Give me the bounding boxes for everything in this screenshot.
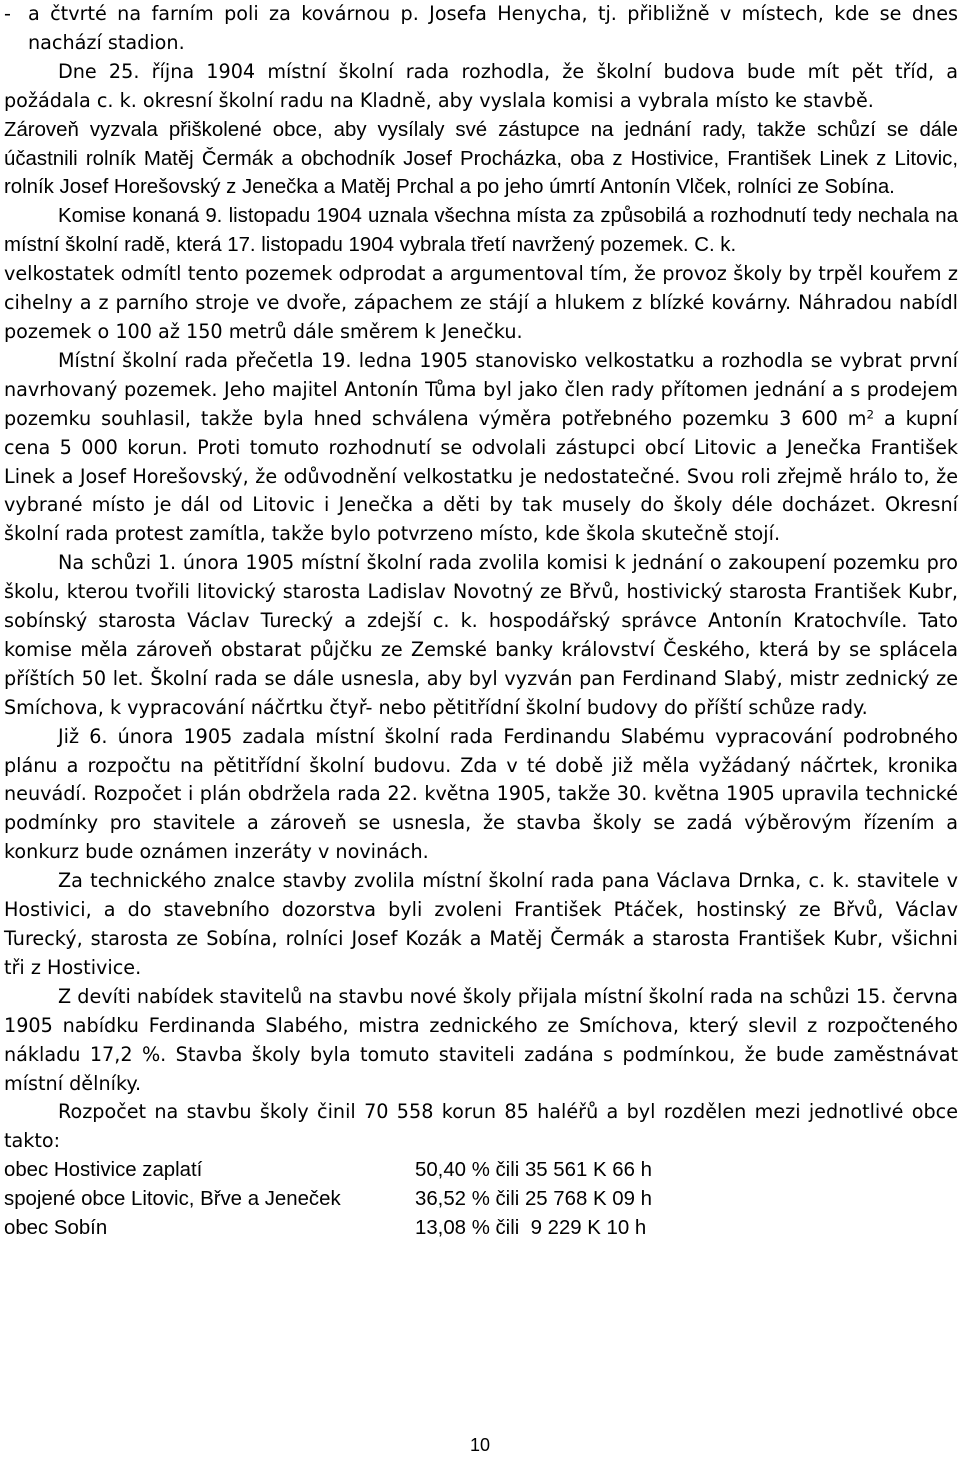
municipality-name: obec Sobín [4,1217,108,1240]
share-amount: 13,08 % čili 9 229 K 10 h [415,1217,647,1240]
paragraph-6: Za technického znalce stavby zvolila místní školní rada pana Václava Drnka, c. k. stavitele v Hostivici, a do stavebního dozorstva byli zvoleni František Ptáček, hostinský ze Břvů, Václav Turecký, starosta ze Sobína, rolníci Josef Kozák a Matěj Čermák a starosta František Kubr, všichni tři z Hostivice. [4,869,958,979]
paragraph-3-text: Místní školní rada přečetla 19. ledna 1905 stanovisko velkostatku a rozhodla se vybrat první navrhovaný pozemek. Jeho majitel Antonín Tůma byl jako člen rady přítomen jednání a s prodejem pozemku souhlasil, takže byla hned schválena výměra potřebného pozemku 3 600 m [4,348,958,430]
list-item-text: a čtvrté na farním poli za kovárnou p. Josefa Henycha, tj. přibližně v místech, kde se dnes nachází stadion. [28,2,958,54]
cost-share-row [4,1156,958,1185]
municipality-name: obec Hostivice zaplatí [4,1159,203,1182]
municipality-name: spojené obce Litovic, Břve a Jeneček [4,1188,341,1211]
share-amount: 50,40 % čili 35 561 K 66 h [415,1159,652,1182]
paragraph-7: Z devíti nabídek stavitelů na stavbu nové školy přijala místní školní rada na schůzi 15. června 1905 nabídku Ferdinanda Slabého, mistra zednického ze Smíchova, který slevil z rozpočteného nákladu 17,2 %. Stavba školy byla tomuto staviteli zadána s podmínkou, že bude zaměstnávat místní dělníky. [4,984,958,1095]
document-page [4,0,958,1243]
paragraph-2-continued: velkostatek odmítl tento pozemek odprodat a argumentoval tím, že provoz školy by trpěl kouřem z cihelny a z parního stroje ve dvoře, zápachem ze stájí a hlukem z blízké kovárny. Náhradou nabídl pozemek o 100 až 150 metrů dále směrem k Jenečku. [4,262,958,343]
cost-share-row [4,1214,958,1243]
paragraph-1-continued: Zároveň vyzvala přiškolené obce, aby vysílaly své zástupce na jednání rady, takže schůzí se dále účastnili rolník Matěj Čermák a obchodník Josef Procházka, oba z Hostivice, František Linek z Litovic, rolník Josef Horešovský z Jenečka a Matěj Prchal a po jeho úmrtí Antonín Vlček, rolníci ze Sobína. [4,118,958,199]
page-number: 10 [469,1435,491,1455]
paragraph-1: Dne 25. října 1904 místní školní rada rozhodla, že školní budova bude mít pět tříd, a požádala c. k. okresní školní radu na Kladně, aby vyslala komisi a vybrala místo ke stavbě. [4,59,958,112]
cost-shares-list [4,1156,958,1243]
list-item [4,0,958,58]
share-amount: 36,52 % čili 25 768 K 09 h [415,1188,652,1211]
paragraph-5: Již 6. února 1905 zadala místní školní rada Ferdinandu Slabému vypracování podrobného plánu a rozpočtu na pětitřídní školní budovu. Zda v té době již měla vyžádaný náčrtek, kronika neuvádí. Rozpočet i plán obdržela rada 22. května 1905, takže 30. května 1905 upravila technické podmínky pro stavitele a zároveň se usnesla, že stavba školy se zadá výběrovým řízením a konkurz bude oznámen inzeráty v novinách. [4,724,958,864]
cost-share-row [4,1185,958,1214]
paragraph-3-rest: a kupní cena 5 000 korun. Proti tomuto rozhodnutí se odvolali zástupci obcí Litovic a Jenečka František Linek a Josef Horešovský, že odůvodnění velkostatku je nedostatečné. Svou roli zřejmě hrálo to, že vybrané místo je dál od Litovic i Jenečka a děti by tak musely do školy déle docházet. Okresní školní rada protest zamítla, takže bylo potvrzeno místo, kde škola skutečně stojí. [4,406,958,546]
paragraph-3 [4,347,958,549]
paragraph-4: Na schůzi 1. února 1905 místní školní rada zvolila komisi k jednání o zakoupení pozemku pro školu, kterou tvořili litovický starosta Ladislav Novotný ze Břvů, hostivický starosta František Kubr, sobínský starosta Václav Turecký a zdejší c. k. hospodářský správce Antonín Kratochvíle. Tato komise měla zároveň obstarat půjčku ze Zemské banky království Českého, která by se splácela příštích 50 let. Školní rada se dále usnesla, aby byl vyzván pan Ferdinand Slabý, mistr zednický ze Smíchova, k vypracování náčrtku čtyř- nebo pětitřídní školní budovy do příští schůze rady. [4,551,958,719]
superscript-2: 2 [866,407,875,422]
list-dash: - [4,2,11,25]
paragraph-8: Rozpočet na stavbu školy činil 70 558 korun 85 haléřů a byl rozdělen mezi jednotlivé obce takto: [4,1100,958,1153]
paragraph-2: Komise konaná 9. listopadu 1904 uznala všechna místa za způsobilá a rozhodnutí tedy nechala na místní školní radě, která 17. listopadu 1904 vybrala třetí navržený pozemek. C. k. [4,205,958,257]
